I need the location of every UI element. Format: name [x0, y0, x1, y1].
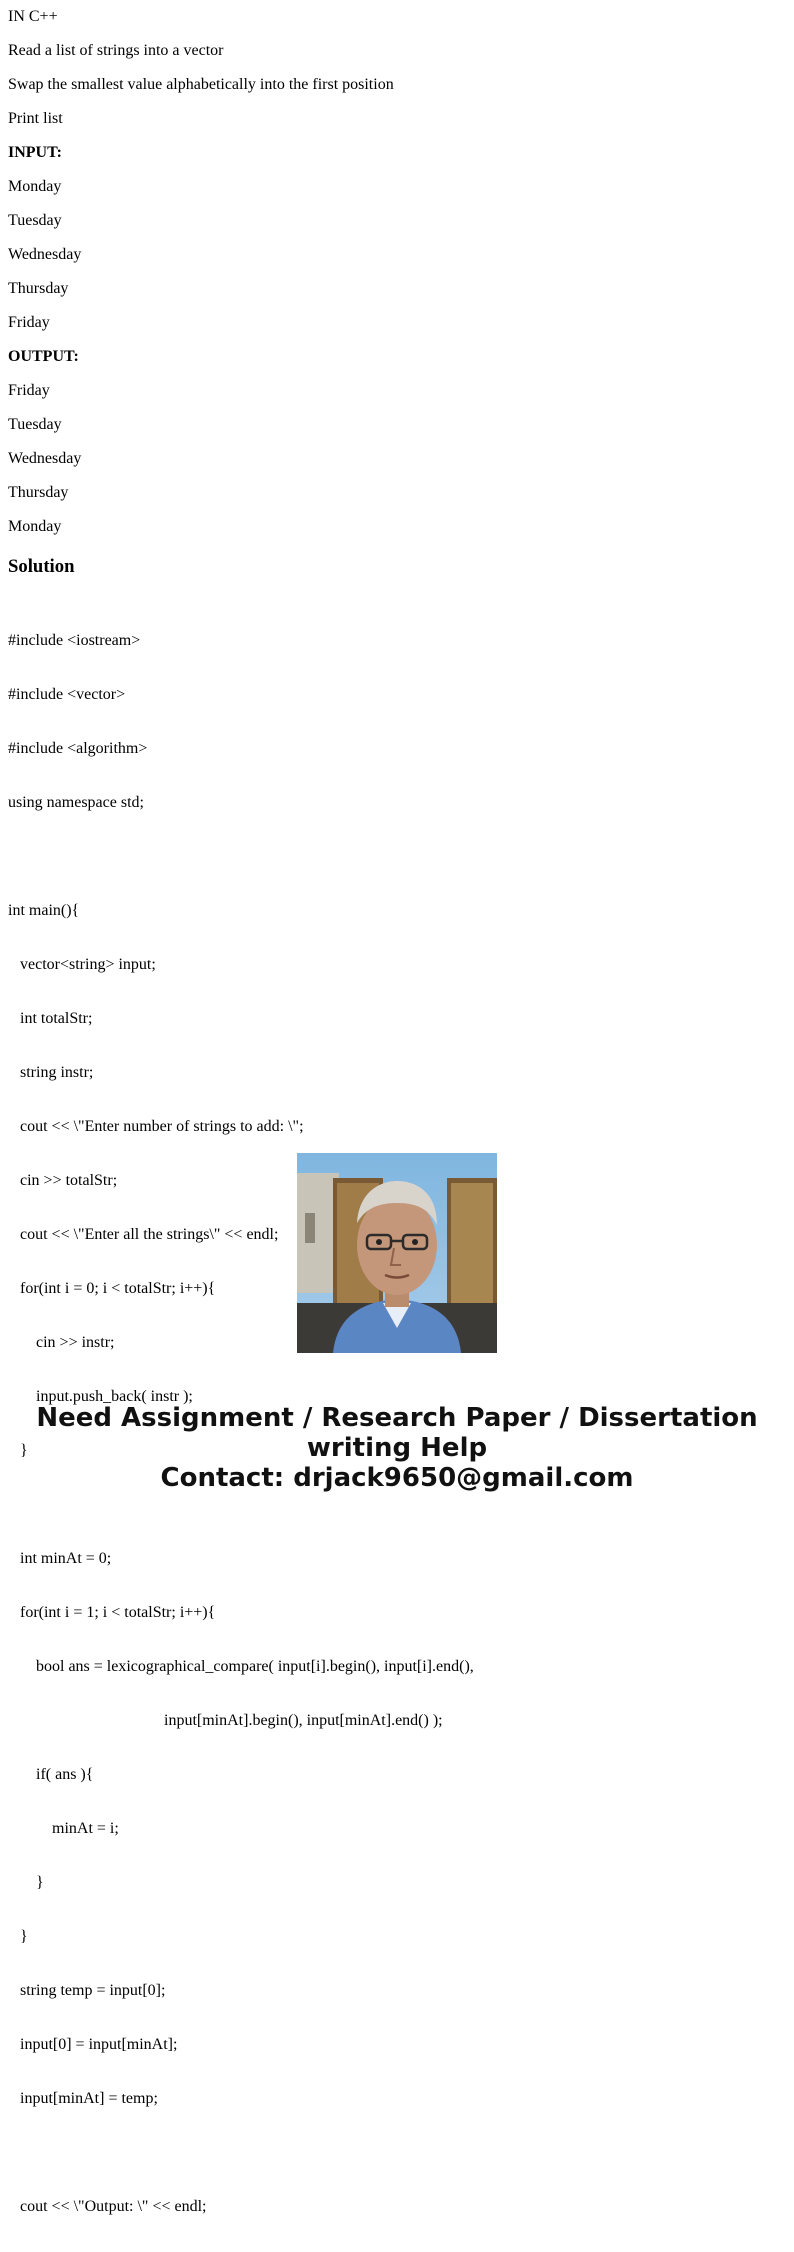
code-line: int minAt = 0;: [8, 1550, 112, 1567]
code-line: #include <iostream>: [8, 632, 141, 649]
promo-contact: Contact: drjack9650@gmail.com: [160, 1463, 634, 1493]
output-value: Monday: [8, 518, 62, 535]
code-line: if( ans ){: [8, 1766, 94, 1783]
input-label: INPUT:: [8, 144, 62, 161]
code-line: input.push_back( instr );: [8, 1388, 193, 1405]
output-value: Wednesday: [8, 450, 82, 467]
code-line: [8, 1496, 786, 1514]
code-line: cout << \"Enter all the strings\" << endl;: [8, 1226, 279, 1243]
input-value: Monday: [8, 178, 62, 195]
code-line: cout << \"Output: \" << endl;: [8, 2198, 207, 2215]
input-value: Tuesday: [8, 212, 62, 229]
code-line: input[0] = input[minAt];: [8, 2036, 178, 2053]
code-line: cin >> totalStr;: [8, 1172, 118, 1189]
code-line: using namespace std;: [8, 794, 144, 811]
input-value: Thursday: [8, 280, 69, 297]
code-line: cout << \"Enter number of strings to add: \";: [8, 1118, 304, 1135]
input-value: Wednesday: [8, 246, 82, 263]
solution-heading: Solution: [8, 556, 75, 577]
code-line: #include <vector>: [8, 686, 126, 703]
code-line: int main(){: [8, 902, 80, 919]
code-line: [8, 2144, 786, 2162]
code-line: }: [8, 1928, 28, 1945]
question-line-4: Print list: [8, 110, 63, 127]
code-line: cin >> instr;: [8, 1334, 115, 1351]
output-value: Friday: [8, 382, 50, 399]
input-value: Friday: [8, 314, 50, 331]
question-line-3: Swap the smallest value alphabetically into the first position: [8, 76, 394, 93]
code-line: input[minAt] = temp;: [8, 2090, 158, 2107]
code-line: int totalStr;: [8, 1010, 93, 1027]
promo-banner: [0, 1403, 794, 1493]
code-line: for(int i = 0; i < totalStr; i++){: [8, 1280, 216, 1297]
output-label: OUTPUT:: [8, 348, 79, 365]
promo-line-2: writing Help: [306, 1433, 488, 1463]
code-line: string temp = input[0];: [8, 1982, 166, 1999]
author-avatar: [297, 1153, 497, 1353]
question-line-2: Read a list of strings into a vector: [8, 42, 224, 59]
code-line: minAt = i;: [8, 1820, 119, 1837]
code-line: input[minAt].begin(), input[minAt].end() );: [8, 1712, 443, 1729]
promo-line-1: Need Assignment / Research Paper / Dissertation: [36, 1403, 758, 1433]
code-line: string instr;: [8, 1064, 94, 1081]
code-line: bool ans = lexicographical_compare( input[i].begin(), input[i].end(),: [8, 1658, 474, 1675]
code-line: [8, 848, 786, 866]
code-line: }: [8, 1442, 28, 1459]
code-line: for(int i = 1; i < totalStr; i++){: [8, 1604, 216, 1621]
output-value: Tuesday: [8, 416, 62, 433]
output-value: Thursday: [8, 484, 69, 501]
code-line: #include <algorithm>: [8, 740, 148, 757]
code-line: vector<string> input;: [8, 956, 156, 973]
code-line: }: [8, 1874, 44, 1891]
question-line-1: IN C++: [8, 8, 58, 25]
author-photo: [297, 1153, 497, 1353]
